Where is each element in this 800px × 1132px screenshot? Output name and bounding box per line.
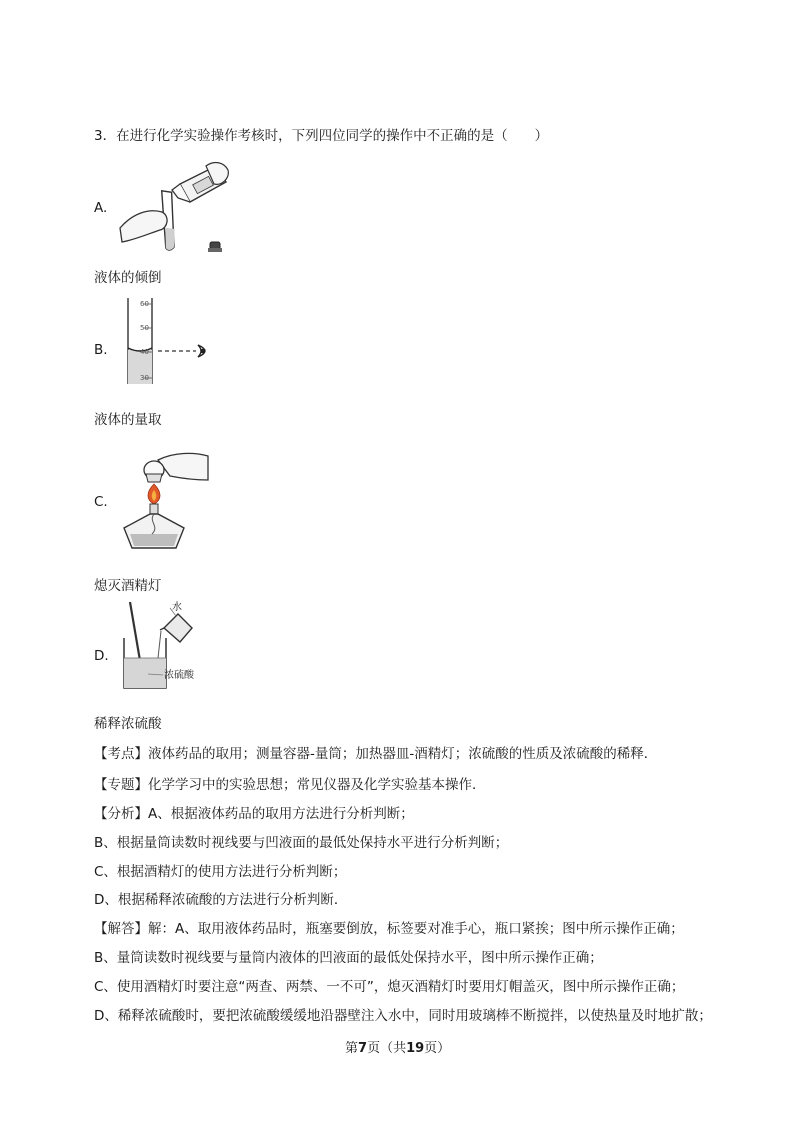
option-c-label[interactable]: C.: [94, 494, 108, 510]
jieda-line-3: C、使用酒精灯时要注意“两查、两禁、一不可”，熄灭酒精灯时要用灯帽盖灭，图中所示操作正确；: [94, 979, 685, 995]
question-text: 在进行化学实验操作考核时，下列四位同学的操作中不正确的是（ ）: [116, 128, 549, 144]
tick-40: 40: [140, 348, 149, 356]
fenxi-line-4: D、根据稀释浓硫酸的方法进行分析判断．: [94, 892, 348, 908]
total-pages: 19: [406, 1041, 425, 1056]
kaodian-line: 【考点】液体药品的取用；测量容器-量筒；加热器皿-酒精灯；浓硫酸的性质及浓硫酸的稀释．: [94, 746, 658, 762]
option-a-caption: 液体的倾倒: [94, 270, 162, 286]
option-d-label[interactable]: D.: [94, 648, 109, 664]
fenxi-line-1: 【分析】A、根据液体药品的取用方法进行分析判断；: [94, 806, 414, 822]
tick-50: 50: [140, 324, 149, 332]
option-c-caption: 熄灭酒精灯: [94, 578, 162, 594]
fenxi-line-2: B、根据量筒读数时视线要与凹液面的最低处保持水平进行分析判断；: [94, 835, 509, 851]
zhuanti-line: 【专题】化学学习中的实验思想；常见仪器及化学实验基本操作．: [94, 777, 486, 793]
option-d-caption: 稀释浓硫酸: [94, 716, 162, 732]
option-a-label[interactable]: A.: [94, 200, 108, 216]
diluting-acid-icon: [118, 598, 210, 692]
current-page: 7: [358, 1041, 368, 1056]
jieda-line-1: 【解答】解：A、取用液体药品时，瓶塞要倒放，标签要对准手心，瓶口紧挨；图中所示操作正确；: [94, 921, 684, 937]
jieda-line-2: B、量筒读数时视线要与量筒内液体的凹液面的最低处保持水平，图中所示操作正确；: [94, 950, 603, 966]
option-b-caption: 液体的量取: [94, 412, 162, 428]
alcohol-lamp-icon: [118, 446, 210, 554]
fenxi-line-3: C、根据酒精灯的使用方法进行分析判断；: [94, 864, 347, 880]
question-number: 3．: [94, 128, 117, 144]
acid-label: 浓硫酸: [164, 670, 194, 681]
question-stem: [94, 126, 548, 146]
option-b-label[interactable]: B.: [94, 342, 108, 358]
water-label: 水: [172, 602, 182, 613]
pouring-liquid-icon: [118, 158, 230, 258]
page-footer: 第7页（共19页）: [345, 1041, 451, 1056]
tick-60: 60: [140, 300, 149, 308]
jieda-line-4: D、稀释浓硫酸时，要把浓硫酸缓缓地沿器壁注入水中，同时用玻璃棒不断搅拌，以使热量及时地扩散；: [94, 1008, 712, 1024]
graduated-cylinder-reading-icon: [118, 296, 218, 386]
tick-30: 30: [140, 374, 149, 382]
